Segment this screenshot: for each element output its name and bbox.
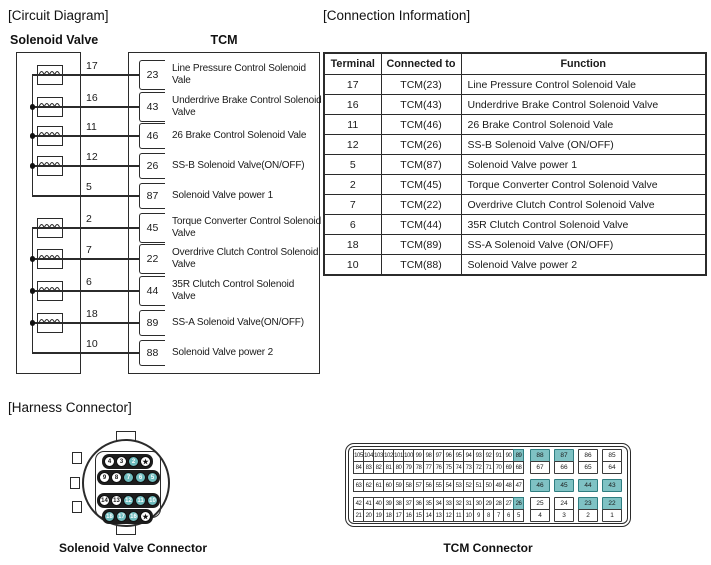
terminal-number: 17 (86, 60, 98, 72)
pin-51: 51 (473, 479, 484, 492)
pin-function-line: Valve (172, 228, 196, 239)
tcm-label: TCM (210, 33, 238, 47)
pin-9: 9 (473, 509, 484, 522)
connector-side-bump (70, 477, 80, 489)
pin-function-line: 35R Clutch Control Solenoid (172, 278, 295, 290)
pin-function-label (172, 95, 322, 120)
solenoid-coil (37, 126, 63, 146)
pin-9: 9 (99, 472, 110, 483)
pin-55: 55 (433, 479, 444, 492)
tcm-connector-label: TCM Connector (443, 541, 533, 555)
solenoid-coil (37, 313, 63, 333)
terminal-number: 6 (86, 276, 92, 288)
pin-function-label (172, 279, 294, 304)
solenoid-valve-label: Solenoid Valve (10, 33, 99, 47)
pin-function-line: SS-B Solenoid Valve(ON/OFF) (172, 159, 305, 171)
table-row (324, 115, 706, 135)
pin-86: 86 (578, 449, 598, 462)
pin-7: 7 (493, 509, 504, 522)
pin-8: 8 (111, 472, 122, 483)
table-row (324, 75, 706, 95)
terminal-number: 12 (86, 151, 98, 163)
pin-32: 32 (453, 497, 464, 510)
connected-to-cell: TCM(88) (381, 255, 461, 276)
terminal-number: 5 (86, 181, 92, 193)
pin-42: 42 (353, 497, 364, 510)
pin-101: 101 (393, 449, 404, 462)
function-cell: SS-A Solenoid Valve (ON/OFF) (461, 235, 706, 255)
pin-90: 90 (503, 449, 514, 462)
connection-information-title: [Connection Information] (323, 8, 471, 23)
tcm-pin-number: 45 (139, 213, 165, 243)
pin-39: 39 (383, 497, 394, 510)
terminal-cell: 5 (324, 155, 381, 175)
pin-25: 25 (530, 497, 550, 510)
pin-10: 10 (147, 495, 158, 506)
pin-95: 95 (453, 449, 464, 462)
pin-function-label (172, 160, 304, 173)
pin-13: 13 (111, 495, 122, 506)
pin-71: 71 (483, 461, 494, 474)
pin-53: 53 (453, 479, 464, 492)
function-cell: Overdrive Clutch Control Solenoid Valve (461, 195, 706, 215)
pin-56: 56 (423, 479, 434, 492)
pin-14: 14 (99, 495, 110, 506)
wire-terminal-5 (32, 195, 139, 196)
function-cell: Line Pressure Control Solenoid Vale (461, 75, 706, 95)
key-pin: ★ (140, 456, 151, 467)
pin-function-label (172, 347, 273, 360)
pin-81: 81 (383, 461, 394, 474)
function-cell: 35R Clutch Control Solenoid Valve (461, 215, 706, 235)
function-cell: Torque Converter Control Solenoid Valve (461, 175, 706, 195)
pin-group (353, 449, 622, 474)
connected-to-cell: TCM(87) (381, 155, 461, 175)
pin-73: 73 (463, 461, 474, 474)
tcm-pin-row (139, 58, 306, 92)
table-row (324, 175, 706, 195)
junction-dot (30, 163, 36, 169)
tcm-pin-row (139, 119, 306, 153)
pin-43: 43 (602, 479, 622, 492)
pin-function-line: Valve (172, 259, 196, 270)
solenoid-coil (37, 218, 63, 238)
pin-19: 19 (373, 509, 384, 522)
pin-21: 21 (353, 509, 364, 522)
pin-66: 66 (554, 461, 574, 474)
pin-47: 47 (513, 479, 524, 492)
table-row (324, 195, 706, 215)
pin-88: 88 (530, 449, 550, 462)
pin-52: 52 (463, 479, 474, 492)
function-header: Function (461, 53, 706, 75)
pin-block (97, 493, 160, 508)
connected-to-cell: TCM(46) (381, 115, 461, 135)
table-row (324, 215, 706, 235)
pin-1: 1 (602, 509, 622, 522)
pin-3: 3 (116, 456, 127, 467)
pin-function-line: Underdrive Brake Control Solenoid (172, 94, 322, 106)
pin-row (353, 479, 622, 492)
tcm-pin-row (139, 179, 273, 213)
pin-89: 89 (513, 449, 524, 462)
junction-dot (30, 320, 36, 326)
pin-13: 13 (433, 509, 444, 522)
pin-84: 84 (353, 461, 364, 474)
terminal-number: 2 (86, 213, 92, 225)
pin-2: 2 (578, 509, 598, 522)
pin-97: 97 (433, 449, 444, 462)
pin-64: 64 (602, 461, 622, 474)
pin-function-line: Torque Converter Control Solenoid (172, 215, 322, 227)
pin-function-label (172, 216, 321, 241)
pin-function-line: Line Pressure Control Solenoid (172, 62, 306, 74)
pin-78: 78 (413, 461, 424, 474)
tcm-pin-row (139, 336, 273, 370)
tcm-pin-row (139, 274, 294, 308)
pin-function-line: Solenoid Valve power 2 (172, 346, 274, 358)
function-cell: Solenoid Valve power 2 (461, 255, 706, 276)
pin-row (353, 461, 622, 474)
pin-14: 14 (423, 509, 434, 522)
inductor-coil-icon (38, 99, 61, 108)
tcm-pin-row (139, 242, 318, 276)
pin-44: 44 (578, 479, 598, 492)
pin-block (102, 509, 153, 524)
pin-function-label (172, 317, 304, 330)
pin-16: 16 (403, 509, 414, 522)
pin-99: 99 (413, 449, 424, 462)
pin-20: 20 (363, 509, 374, 522)
pin-60: 60 (383, 479, 394, 492)
terminal-cell: 11 (324, 115, 381, 135)
pin-57: 57 (413, 479, 424, 492)
pin-92: 92 (483, 449, 494, 462)
pin-3: 3 (554, 509, 574, 522)
solenoid-coil (37, 65, 63, 85)
solenoid-coil (37, 97, 63, 117)
function-cell: Underdrive Brake Control Solenoid Valve (461, 95, 706, 115)
pin-7: 7 (123, 472, 134, 483)
harness-connector-title: [Harness Connector] (8, 400, 132, 415)
inductor-coil-icon (38, 283, 61, 292)
pin-85: 85 (602, 449, 622, 462)
pin-12: 12 (123, 495, 134, 506)
pin-function-line: 26 Brake Control Solenoid Vale (172, 129, 307, 141)
tcm-pin-row (139, 211, 321, 245)
function-cell: SS-B Solenoid Valve (ON/OFF) (461, 135, 706, 155)
pin-30: 30 (473, 497, 484, 510)
pin-98: 98 (423, 449, 434, 462)
table-row (324, 135, 706, 155)
pin-10: 10 (463, 509, 474, 522)
table-row (324, 255, 706, 276)
pin-17: 17 (116, 511, 127, 522)
pin-row (353, 509, 622, 522)
tcm-pin-row (139, 149, 304, 183)
terminal-cell: 10 (324, 255, 381, 276)
tcm-pin-number: 23 (139, 60, 165, 90)
pin-function-label (172, 190, 273, 203)
pin-59: 59 (393, 479, 404, 492)
pin-6: 6 (135, 472, 146, 483)
terminal-cell: 2 (324, 175, 381, 195)
solenoid-connector-pins (97, 454, 160, 524)
tcm-pin-number: 89 (139, 310, 165, 336)
pin-79: 79 (403, 461, 414, 474)
pin-4: 4 (104, 456, 115, 467)
inductor-coil-icon (38, 220, 61, 229)
tcm-pin-number: 88 (139, 340, 165, 366)
pin-group (353, 479, 622, 492)
pin-18: 18 (104, 511, 115, 522)
pin-102: 102 (383, 449, 394, 462)
pin-22: 22 (602, 497, 622, 510)
pin-105: 105 (353, 449, 364, 462)
pin-50: 50 (483, 479, 494, 492)
pin-15: 15 (413, 509, 424, 522)
pin-103: 103 (373, 449, 384, 462)
pin-12: 12 (443, 509, 454, 522)
pin-69: 69 (503, 461, 514, 474)
pin-91: 91 (493, 449, 504, 462)
connector-side-bump (72, 501, 82, 513)
solenoid-coil (37, 281, 63, 301)
terminal-cell: 6 (324, 215, 381, 235)
tcm-pin-number: 46 (139, 123, 165, 149)
pin-function-label (172, 63, 306, 88)
pin-5: 5 (147, 472, 158, 483)
pin-function-line: Valve (172, 291, 196, 302)
key-pin: ★ (140, 511, 151, 522)
terminal-cell: 18 (324, 235, 381, 255)
pin-function-line: SS-A Solenoid Valve(ON/OFF) (172, 316, 304, 328)
terminal-header: Terminal (324, 53, 381, 75)
pin-function-label (172, 247, 318, 272)
connected-to-cell: TCM(44) (381, 215, 461, 235)
pin-5: 5 (513, 509, 524, 522)
pin-83: 83 (363, 461, 374, 474)
pin-93: 93 (473, 449, 484, 462)
inductor-coil-icon (38, 128, 61, 137)
tcm-pin-number: 26 (139, 153, 165, 179)
pin-18: 18 (383, 509, 394, 522)
terminal-number: 16 (86, 92, 98, 104)
pin-23: 23 (578, 497, 598, 510)
pin-6: 6 (503, 509, 514, 522)
terminal-cell: 12 (324, 135, 381, 155)
pin-function-label (172, 130, 306, 143)
pin-76: 76 (433, 461, 444, 474)
inductor-coil-icon (38, 158, 61, 167)
solenoid-coil (37, 156, 63, 176)
pin-41: 41 (363, 497, 374, 510)
pin-100: 100 (403, 449, 414, 462)
pin-function-line: Vale (172, 75, 191, 86)
connected-to-header: Connected to (381, 53, 461, 75)
pin-77: 77 (423, 461, 434, 474)
pin-37: 37 (403, 497, 414, 510)
pin-94: 94 (463, 449, 474, 462)
terminal-cell: 7 (324, 195, 381, 215)
tcm-pin-number: 87 (139, 183, 165, 209)
pin-2: 2 (128, 456, 139, 467)
pin-28: 28 (493, 497, 504, 510)
pin-group (353, 497, 622, 522)
function-cell: Solenoid Valve power 1 (461, 155, 706, 175)
function-cell: 26 Brake Control Solenoid Vale (461, 115, 706, 135)
terminal-number: 7 (86, 244, 92, 256)
inductor-coil-icon (38, 251, 61, 260)
connector-side-bump (72, 452, 82, 464)
pin-33: 33 (443, 497, 454, 510)
inductor-coil-icon (38, 315, 61, 324)
pin-70: 70 (493, 461, 504, 474)
pin-96: 96 (443, 449, 454, 462)
solenoid-coil (37, 249, 63, 269)
pin-35: 35 (423, 497, 434, 510)
pin-31: 31 (463, 497, 474, 510)
pin-block (102, 454, 153, 469)
terminal-number: 11 (86, 121, 97, 133)
connected-to-cell: TCM(22) (381, 195, 461, 215)
table-header-row (324, 53, 706, 75)
pin-48: 48 (503, 479, 514, 492)
terminal-cell: 16 (324, 95, 381, 115)
pin-54: 54 (443, 479, 454, 492)
junction-dot (30, 256, 36, 262)
tcm-pin-row (139, 306, 304, 340)
tcm-pin-number: 43 (139, 92, 165, 122)
pin-16: 16 (128, 511, 139, 522)
connected-to-cell: TCM(89) (381, 235, 461, 255)
pin-11: 11 (453, 509, 464, 522)
pin-8: 8 (483, 509, 494, 522)
pin-29: 29 (483, 497, 494, 510)
pin-49: 49 (493, 479, 504, 492)
pin-36: 36 (413, 497, 424, 510)
pin-function-line: Overdrive Clutch Control Solenoid (172, 246, 319, 258)
pin-65: 65 (578, 461, 598, 474)
pin-4: 4 (530, 509, 550, 522)
pin-function-line: Solenoid Valve power 1 (172, 189, 274, 201)
pin-74: 74 (453, 461, 464, 474)
table-row (324, 235, 706, 255)
pin-block (97, 470, 160, 485)
pin-61: 61 (373, 479, 384, 492)
solenoid-connector-label: Solenoid Valve Connector (58, 541, 208, 555)
table-row (324, 155, 706, 175)
pin-40: 40 (373, 497, 384, 510)
tcm-pin-number: 44 (139, 276, 165, 306)
pin-26: 26 (513, 497, 524, 510)
pin-24: 24 (554, 497, 574, 510)
pin-45: 45 (554, 479, 574, 492)
connected-to-cell: TCM(26) (381, 135, 461, 155)
pin-38: 38 (393, 497, 404, 510)
pin-72: 72 (473, 461, 484, 474)
terminal-cell: 17 (324, 75, 381, 95)
connected-to-cell: TCM(43) (381, 95, 461, 115)
wire-terminal-10 (32, 352, 139, 353)
junction-dot (30, 133, 36, 139)
pin-27: 27 (503, 497, 514, 510)
terminal-number: 18 (86, 308, 98, 320)
tcm-pin-number: 22 (139, 244, 165, 274)
connected-to-cell: TCM(45) (381, 175, 461, 195)
pin-63: 63 (353, 479, 364, 492)
table-row (324, 95, 706, 115)
connected-to-cell: TCM(23) (381, 75, 461, 95)
pin-17: 17 (393, 509, 404, 522)
junction-dot (30, 288, 36, 294)
pin-104: 104 (363, 449, 374, 462)
pin-87: 87 (554, 449, 574, 462)
circuit-diagram-title: [Circuit Diagram] (8, 8, 109, 23)
pin-function-line: Valve (172, 107, 196, 118)
pin-82: 82 (373, 461, 384, 474)
pin-80: 80 (393, 461, 404, 474)
pin-67: 67 (530, 461, 550, 474)
junction-dot (30, 104, 36, 110)
inductor-coil-icon (38, 67, 61, 76)
pin-75: 75 (443, 461, 454, 474)
pin-46: 46 (530, 479, 550, 492)
connection-table (323, 52, 707, 276)
pin-68: 68 (513, 461, 524, 474)
terminal-number: 10 (86, 338, 98, 350)
pin-11: 11 (135, 495, 146, 506)
pin-62: 62 (363, 479, 374, 492)
tcm-connector-pins (353, 449, 622, 522)
pin-34: 34 (433, 497, 444, 510)
pin-58: 58 (403, 479, 414, 492)
